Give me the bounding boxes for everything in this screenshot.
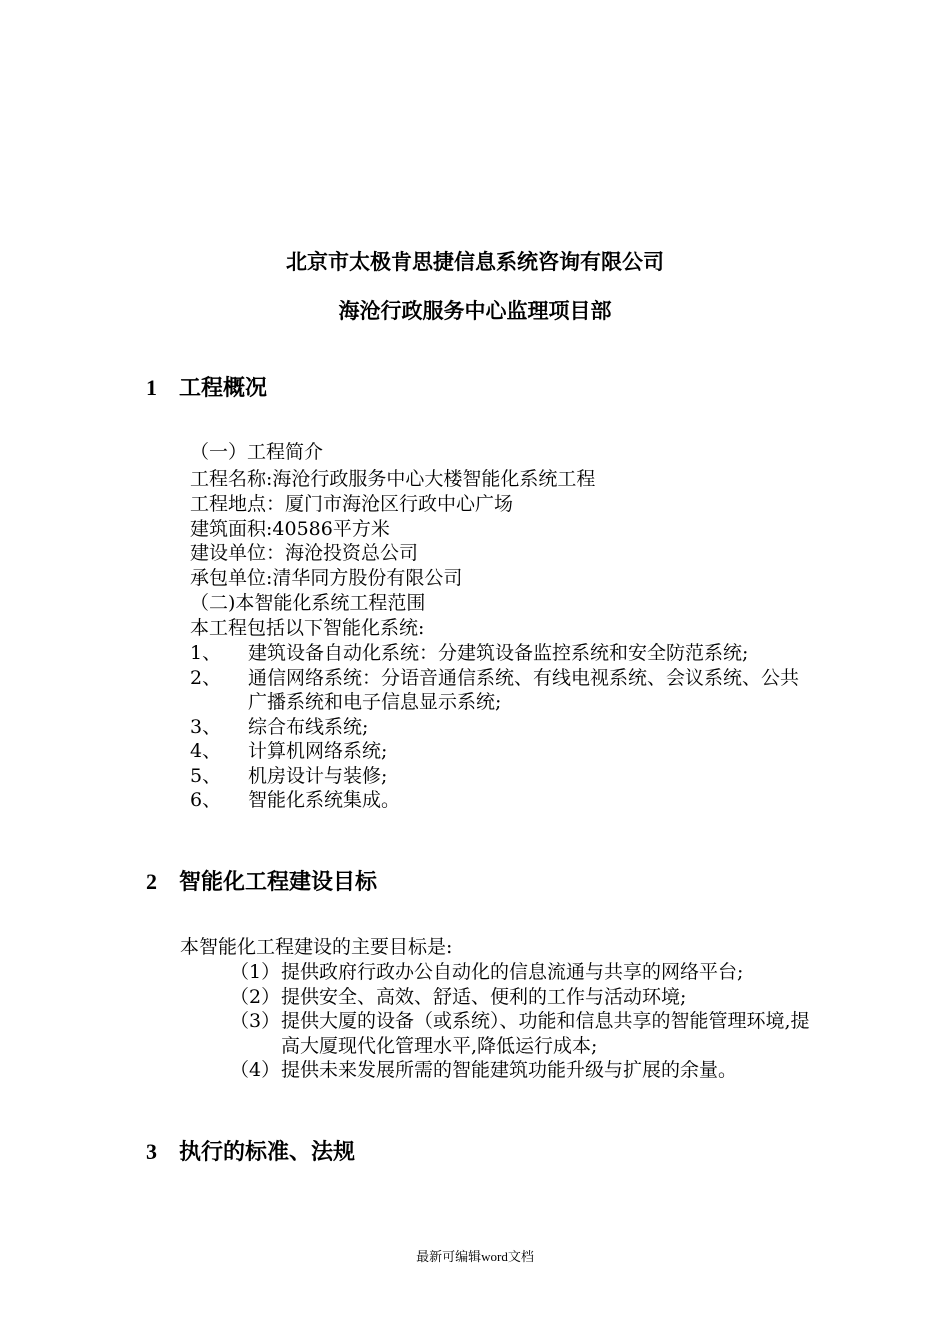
page-footer: 最新可编辑word文档 [416,1249,534,1264]
section-1-number: 1 [146,375,157,400]
systems-list [190,641,810,813]
list-item-marker: 2、 [190,666,222,689]
scope-intro: 本工程包括以下智能化系统: [190,617,425,639]
list-item-text: 机房设计与装修; [248,764,388,787]
list-item-marker: （2） [230,985,281,1008]
list-item-marker: 1、 [190,642,222,664]
list-item [190,666,810,715]
contractor-unit: 承包单位:清华同方股份有限公司 [190,567,463,589]
list-item [230,1058,810,1083]
list-item-marker: （3） [230,1010,281,1032]
list-item-text: 通信网络系统：分语音通信系统、有线电视系统、会议系统、公共广播系统和电子信息显示系统; [248,666,800,713]
list-item [190,764,810,789]
goals-intro: 本智能化工程建设的主要目标是: [180,936,453,958]
list-item-text: 计算机网络系统; [248,740,388,762]
list-item [190,739,810,764]
list-item [230,960,810,985]
list-item [190,788,810,813]
list-item-marker: （1） [230,961,281,983]
list-item [230,1009,810,1058]
list-item [230,985,810,1010]
scope-heading: （二)本智能化系统工程范围 [190,592,426,614]
list-item-marker: 4、 [190,740,222,762]
section-3-title: 执行的标准、法规 [179,1140,356,1165]
section-2-number: 2 [146,869,157,894]
list-item-marker: 3、 [190,715,222,738]
list-item-text: 提供大厦的设备（或系统）、功能和信息共享的智能管理环境,提高大厦现代化管理水平,降低运行成本; [281,1010,810,1057]
list-item-text: 提供未来发展所需的智能建筑功能升级与扩展的余量。 [281,1059,738,1081]
list-item-marker: （4） [230,1059,281,1081]
company-title: 北京市太极肯思捷信息系统咨询有限公司 [286,250,664,274]
project-location: 工程地点：厦门市海沧区行政中心广场 [190,493,514,515]
list-item [190,715,810,740]
section-3-heading [146,1136,355,1169]
goals-list [230,960,810,1083]
section-2-title: 智能化工程建设目标 [179,870,378,895]
section-2-heading [146,866,377,899]
project-intro-heading: （一）工程简介 [190,441,324,463]
building-area: 建筑面积:40586平方米 [190,518,390,540]
list-item-text: 提供政府行政办公自动化的信息流通与共享的网络平台; [281,961,744,983]
section-3-number: 3 [146,1139,157,1164]
department-title: 海沧行政服务中心监理项目部 [338,299,612,323]
list-item-text: 提供安全、高效、舒适、便利的工作与活动环境; [281,985,687,1008]
list-item-text: 建筑设备自动化系统：分建筑设备监控系统和安全防范系统; [248,642,749,664]
section-1-heading [146,372,267,405]
construction-unit: 建设单位：海沧投资总公司 [190,542,419,564]
list-item-text: 综合布线系统; [248,715,369,738]
list-item-text: 智能化系统集成。 [248,789,401,811]
list-item-marker: 5、 [190,764,222,787]
list-item [190,641,810,666]
list-item-marker: 6、 [190,789,222,811]
project-name: 工程名称:海沧行政服务中心大楼智能化系统工程 [190,468,596,490]
section-1-title: 工程概况 [179,376,268,401]
